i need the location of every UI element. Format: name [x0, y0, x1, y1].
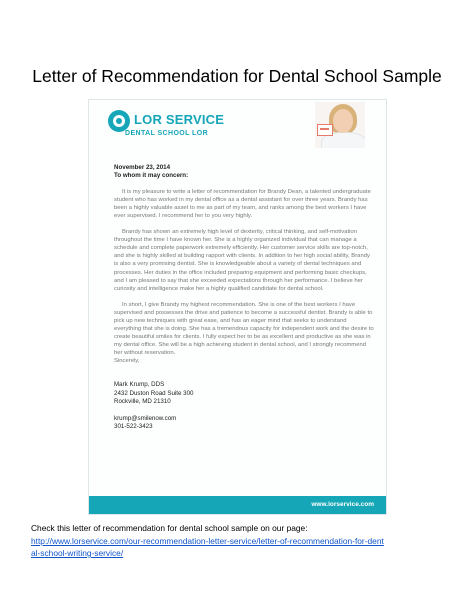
sender-address-line-2: Rockville, MD 21310 — [114, 398, 171, 406]
letter-date: November 23, 2014 — [114, 164, 171, 171]
sender-name: Mark Krump, DDS — [114, 381, 165, 389]
brand-subtitle: DENTAL SCHOOL LOR — [125, 130, 209, 137]
link-line-1: http://www.lorservice.com/our-recommendation-letter-service/letter-of-recommendation-for-dent — [31, 535, 384, 546]
caption-text: Check this letter of recommendation for dental school sample on our page: — [31, 523, 308, 533]
smiling-woman-holding-card-photo — [315, 102, 365, 148]
sender-address-line-1: 2432 Duston Road Suite 300 — [114, 389, 194, 397]
lor-logo-icon — [108, 110, 130, 132]
letter-paragraph: Brandy has shown an extremely high level of dexterity, critical thinking, and self-motivation throughout the time I have known her. She is a highly organized individual that can manage a schedule and complete paperwork extremely efficiently. Her customer service skills are top-notch, and she is highly skilled at building rapport with clients. In addition to her high social ability, Brandy is also a very promising dentist. She is knowledgeable about a variety of dental techniques and processes. Her duties in the office included preparing equipment and performing basic checkups, and I am pleased to say that she exceeded expectations through her performance. I believe her curiosity and intelligence make her a highly qualified candidate for dental school. — [114, 229, 370, 292]
letter-closing: Sincerely, — [114, 357, 140, 364]
letter-footer-bar — [89, 496, 386, 514]
footer-url: www.lorservice.com — [311, 501, 374, 508]
letter-header — [89, 100, 386, 148]
letter-paragraph: In short, I give Brandy my highest recommendation. She is one of the best workers I have supervised and possesses the drive and patience to become a successful dentist. Brandy is able to pick up new techniques with great ease, and has an eager mind that seeks to understand everything that she is doing. She has a tremendous capacity for independent work and the desire to create beautiful smiles for clients. I fully expect her to be as excellent and productive as she was in my dental office. She will be a high achieving student in dental school, and I strongly recommend her without reservation. — [114, 301, 374, 356]
sender-phone: 301-522-3423 — [114, 423, 153, 431]
letter-salutation: To whom it may concern: — [114, 172, 189, 180]
sample-page-link[interactable] — [31, 535, 451, 560]
link-line-2: al-school-writing-service/ — [31, 548, 124, 558]
letter-image — [88, 99, 387, 515]
page-title: Letter of Recommendation for Dental School Sample — [32, 66, 442, 86]
letter-paragraph: It is my pleasure to write a letter of recommendation for Brandy Dean, a talented undergraduate student who has worked in my dental office as a dental assistant for over three years. Brandy has been a highly valuable asset to me as part of my team, and ranks among the best workers I have ever supervised. I recommend her to you very highly. — [114, 189, 371, 220]
sender-email: krump@smilenow.com — [114, 414, 177, 422]
brand-name: LOR SERVICE — [134, 112, 225, 127]
letter-body — [114, 164, 374, 432]
caption — [31, 522, 451, 560]
